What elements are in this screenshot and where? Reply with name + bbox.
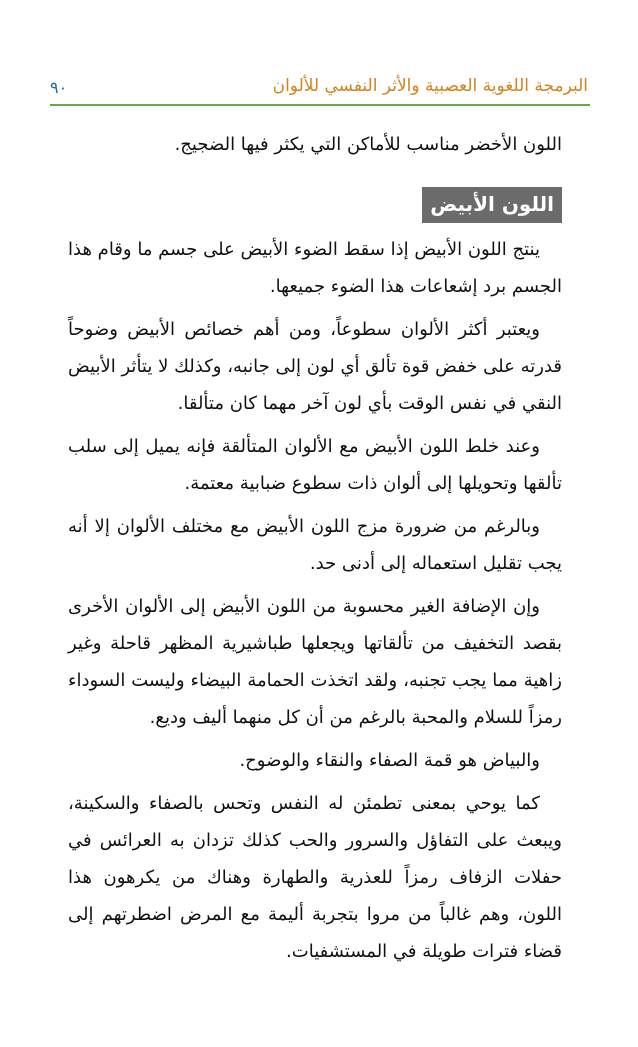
body-paragraph: كما يوحي بمعنى تطمئن له النفس وتحس بالصفاء والسكينة، ويبعث على التفاؤل والسرور والحب كذلك تزدان به العرائس في حفلات الزفاف رمزاً للعذرية والطهارة وهناك من يكرهون هذا اللون، وهم غالباً من مروا بتجربة أليمة مع المرض اضطرتهم إلى قضاء فترات طويلة في المستشفيات. [68,793,562,962]
body-paragraph: وبالرغم من ضرورة مزج اللون الأبيض مع مختلف الألوان إلا أنه يجب تقليل استعماله إلى أدنى حد. [68,516,562,574]
body-paragraph: ينتج اللون الأبيض إذا سقط الضوء الأبيض على جسم ما وقام هذا الجسم برد إشعاعات هذا الضوء جميعها. [68,239,562,297]
body-paragraph: وإن الإضافة الغير محسوبة من اللون الأبيض إلى الألوان الأخرى بقصد التخفيف من تألقاتها ويجعلها طباشيرية المظهر قاحلة وغير زاهية مما يجب تجنبه، ولقد اتخذت الحمامة البيضاء وليست السوداء رمزاً للسلام والمحبة بالرغم من أن كل منهما أليف وديع. [68,596,562,728]
body-paragraph: والبياض هو قمة الصفاء والنقاء والوضوح. [239,750,540,771]
page-body [68,126,562,976]
page-number: ٩٠ [50,78,68,97]
page-header [48,76,590,102]
lead-paragraph: اللون الأخضر مناسب للأماكن التي يكثر فيها الضجيج. [174,134,562,155]
body-paragraph: وعند خلط اللون الأبيض مع الألوان المتألقة فإنه يميل إلى سلب تألقها وتحويلها إلى ألوان ذات سطوع ضبابية معتمة. [68,436,562,494]
running-header-title: البرمجة اللغوية العصبية والأثر النفسي للألوان [272,76,588,96]
header-divider [50,104,590,106]
section-heading-container [68,187,562,227]
section-heading: اللون الأبيض [422,187,562,223]
body-paragraph: ويعتبر أكثر الألوان سطوعاً، ومن أهم خصائص الأبيض وضوحاً قدرته على خفض قوة تألق أي لون إلى جانبه، وكذلك لا يتأثر الأبيض النقي في نفس الوقت بأي لون آخر مهما كان متألقا. [68,319,562,414]
